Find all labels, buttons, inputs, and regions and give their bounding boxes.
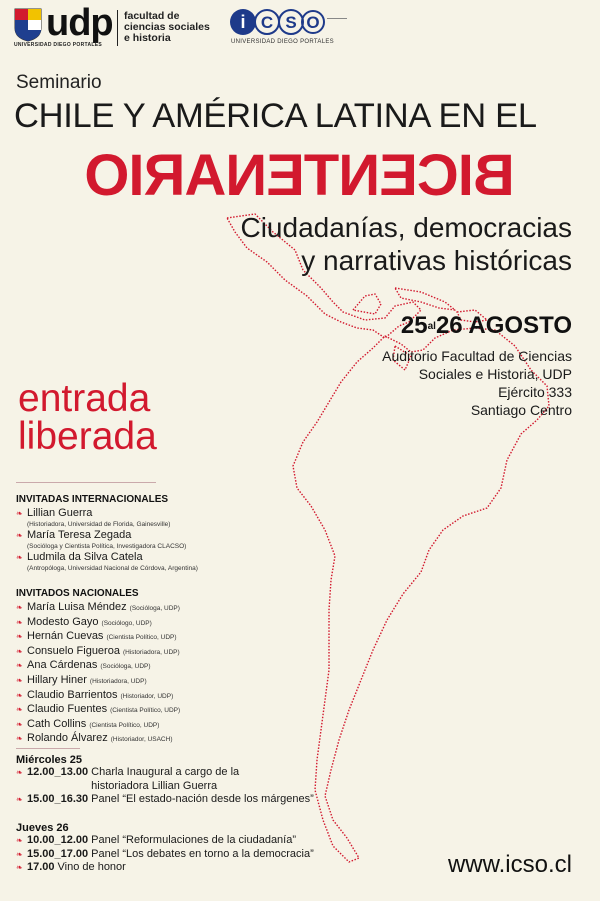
divider	[16, 482, 156, 483]
list-item: ❧ Hillary Hiner (Historiadora, UDP)	[16, 673, 147, 686]
event-date: 25al26 AGOSTO	[400, 312, 572, 339]
bullet-icon: ❧	[16, 617, 23, 627]
schedule-day-heading: Jueves 26	[16, 822, 69, 834]
event-subtitle-line-1: Ciudadanías, democracias	[240, 212, 572, 243]
free-entry-notice: entrada liberada	[18, 377, 157, 458]
bullet-icon: ❧	[16, 632, 23, 642]
list-item: ❧ Claudio Fuentes (Cientista Político, UDP)	[16, 703, 181, 716]
bullet-icon: ❧	[16, 690, 23, 700]
icso-logo-subtitle: UNIVERSIDAD DIEGO PORTALES	[231, 39, 334, 45]
faculty-name: facultad de ciencias sociales e historia	[124, 10, 210, 44]
icso-logo-rule	[327, 18, 347, 19]
svg-text:i: i	[240, 12, 246, 32]
list-item: ❧ Lillian Guerra (Historiadora, Universidad de Florida, Gainesville)	[16, 507, 171, 528]
bullet-icon: ❧	[16, 509, 23, 518]
schedule-day-heading: Miércoles 25	[16, 754, 83, 766]
event-title: CHILE Y AMÉRICA LATINA EN EL	[14, 97, 537, 135]
national-guests	[16, 588, 346, 747]
section-heading: INVITADAS INTERNACIONALES	[16, 494, 169, 505]
list-item: ❧ Cath Collins (Cientista Político, UDP)	[16, 717, 160, 730]
udp-logo-subtitle: UNIVERSIDAD DIEGO PORTALES	[14, 42, 102, 48]
list-item: ❧ Ana Cárdenas (Socióloga, UDP)	[16, 659, 151, 672]
event-highlight-word: BICENTENARIO	[85, 143, 515, 208]
bullet-icon: ❧	[16, 849, 23, 859]
schedule-event: ❧ 10.00_12.00 Panel “Reformulaciones de la ciudadanía”	[16, 834, 297, 846]
bullet-icon: ❧	[16, 863, 23, 873]
international-guests	[16, 494, 346, 573]
list-item: ❧ Rolando Álvarez (Historiador, USACH)	[16, 732, 173, 745]
event-pretitle: Seminario	[16, 72, 102, 93]
svg-text:C: C	[260, 13, 274, 32]
list-item: ❧ Modesto Gayo (Sociólogo, UDP)	[16, 615, 152, 628]
event-venue: Auditorio Facultad de Ciencias Sociales e Historia, UDP Ejército 333 Santiago Centro	[382, 348, 572, 418]
bullet-icon: ❧	[16, 768, 23, 777]
list-item: ❧ María Luisa Méndez (Socióloga, UDP)	[16, 601, 180, 613]
bullet-icon: ❧	[16, 603, 23, 612]
schedule-day-2	[16, 822, 356, 875]
list-item: ❧ Claudio Barrientos (Historiador, UDP)	[16, 688, 174, 701]
section-heading: INVITADOS NACIONALES	[16, 588, 139, 599]
bullet-icon: ❧	[16, 836, 23, 845]
list-item: ❧ Ludmila da Silva Catela (Antropóloga, Universidad Nacional de Córdova, Argentina)	[16, 551, 198, 572]
schedule-event: ❧ 17.00 Vino de honor	[16, 861, 126, 874]
bullet-icon: ❧	[16, 646, 23, 656]
bullet-icon: ❧	[16, 553, 23, 562]
list-item: ❧ Consuelo Figueroa (Historiadora, UDP)	[16, 644, 180, 657]
list-item: ❧ Hernán Cuevas (Cientista Político, UDP)	[16, 630, 177, 643]
bullet-icon: ❧	[16, 661, 23, 671]
udp-logo-text: udp	[46, 2, 113, 44]
bullet-icon: ❧	[16, 719, 23, 729]
schedule-event: ❧ 15.00_16.30 Panel “El estado-nación desde los márgenes”	[16, 793, 314, 806]
event-subtitle-line-2: y narrativas históricas	[301, 245, 572, 276]
schedule-event: ❧ 12.00_13.00 Charla Inaugural a cargo de la historiadora Lillian Guerra	[16, 766, 240, 792]
divider	[16, 748, 80, 749]
bullet-icon: ❧	[16, 795, 23, 805]
udp-shield-logo	[14, 8, 42, 42]
svg-text:S: S	[285, 13, 297, 32]
schedule-day-1	[16, 754, 356, 807]
schedule-event: ❧ 15.00_17.00 Panel “Los debates en torno a la democracia”	[16, 847, 314, 860]
svg-text:O: O	[306, 13, 320, 32]
bullet-icon: ❧	[16, 705, 23, 715]
header-divider	[117, 10, 118, 46]
list-item: ❧ María Teresa Zegada (Socióloga y Cientista Política, Investigadora CLACSO)	[16, 529, 187, 550]
bullet-icon: ❧	[16, 675, 23, 685]
website-link[interactable]: www.icso.cl	[447, 851, 572, 878]
bullet-icon: ❧	[16, 734, 23, 744]
bullet-icon: ❧	[16, 531, 23, 540]
icso-logo	[229, 8, 325, 36]
